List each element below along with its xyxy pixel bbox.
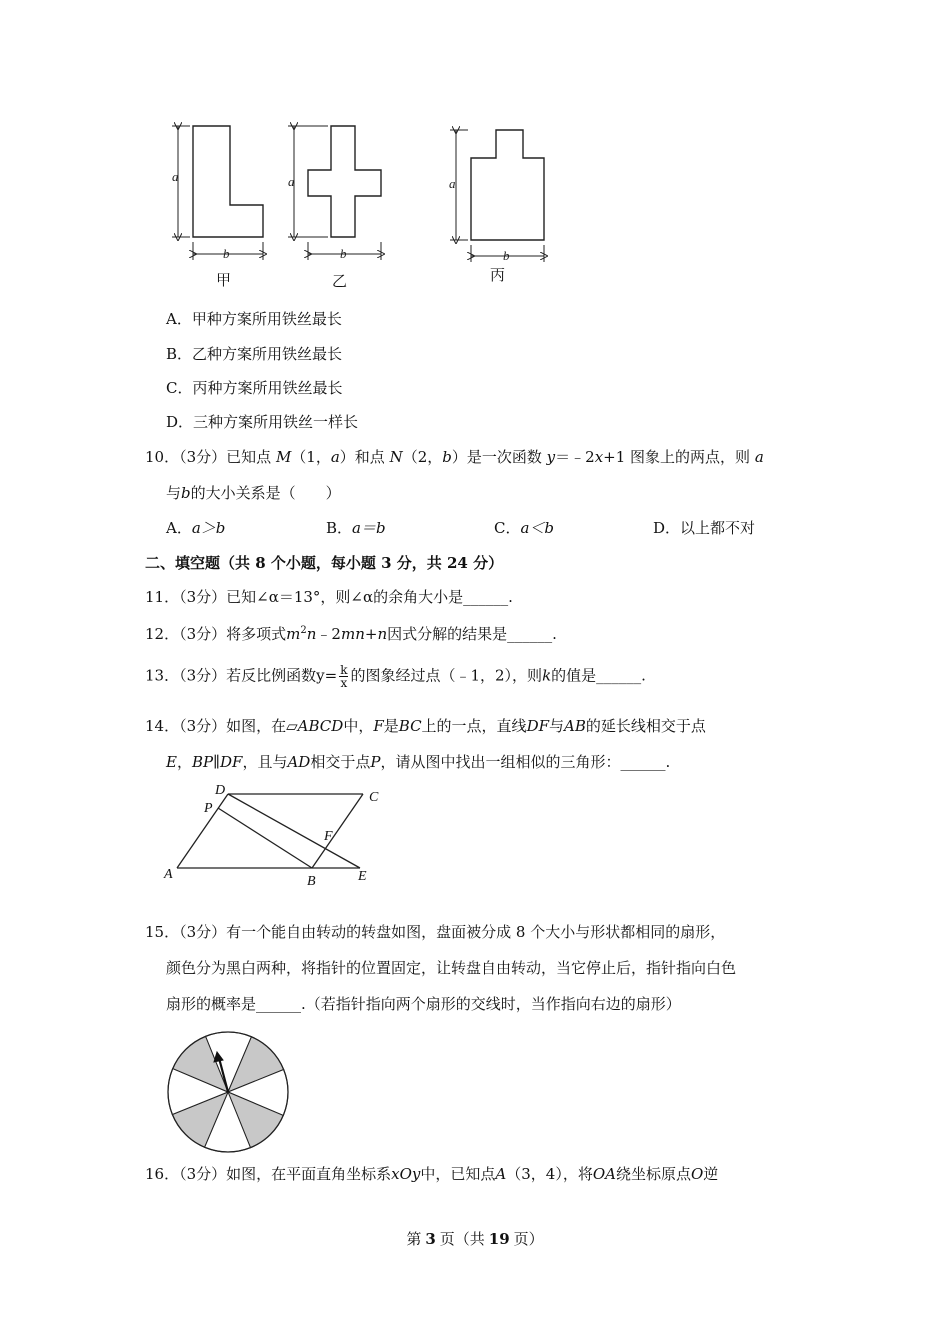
label-a-bing: a — [449, 176, 456, 191]
shape-jia — [172, 126, 263, 260]
q10-option-a: A．a＞b — [166, 519, 226, 537]
label-a-yi: a — [288, 174, 295, 189]
point-label-d: D — [215, 783, 226, 798]
label-a-jia: a — [172, 169, 179, 184]
q9-option-a: A．甲种方案所用铁丝最长 — [166, 310, 342, 328]
q10-option-b: B．a＝b — [326, 519, 386, 537]
point-label-c: C — [369, 790, 379, 805]
q15-line2: 颜色分为黑白两种，将指针的位置固定，让转盘自由转动，当它停止后，指针指向白色 — [166, 959, 737, 977]
q13: 13．（3分）若反比例函数y= $\frac{k}{x}$ 的图象经过点（﹣1，2），则k的值是______. — [145, 663, 646, 690]
q11: 11．（3分）已知∠α＝13°，则∠α的余角大小是______. — [145, 588, 513, 606]
caption-jia: 甲 — [216, 273, 232, 289]
q9-option-c: C．丙种方案所用铁丝最长 — [166, 379, 343, 397]
figure-q9 — [160, 118, 560, 293]
q10-line1: 10．（3分）已知点 M（1，a）和点 N（2，b）是一次函数 y＝﹣2x+1 图象上的两点，则 a — [145, 448, 764, 466]
segment-pb — [218, 808, 312, 868]
fraction-k-over-x: $\frac{k}{x}$ — [340, 663, 348, 690]
point-label-b: B — [307, 874, 316, 889]
section-2-heading: 二、填空题（共 8 个小题，每小题 3 分，共 24 分） — [145, 554, 504, 572]
label-b-yi: b — [340, 246, 347, 261]
q15-line3: 扇形的概率是______.（若指针指向两个扇形的交线时，当作指向右边的扇形） — [166, 995, 681, 1013]
shape-yi — [288, 126, 381, 260]
q16: 16．（3分）如图，在平面直角坐标系xOy中，已知点A（3，4），将OA绕坐标原点O逆 — [145, 1165, 719, 1183]
point-label-f: F — [324, 829, 333, 844]
figure-q14-parallelogram — [160, 782, 400, 892]
shape-bing — [450, 130, 544, 262]
label-b-jia: b — [223, 246, 230, 261]
caption-yi: 乙 — [332, 274, 348, 290]
q14-line2: E，BP∥DF，且与AD相交于点P，请从图中找出一组相似的三角形：______. — [166, 753, 671, 771]
segment-ad — [177, 794, 228, 868]
point-label-e: E — [358, 869, 367, 884]
label-b-bing: b — [503, 248, 510, 263]
q10-option-d: D．以上都不对 — [653, 519, 756, 537]
point-label-a: A — [164, 867, 173, 882]
q15-line1: 15．（3分）有一个能自由转动的转盘如图，盘面被分成 8 个大小与形状都相同的扇形， — [145, 923, 726, 941]
q9-option-b: B．乙种方案所用铁丝最长 — [166, 345, 343, 363]
figure-q15-spinner — [164, 1028, 294, 1156]
page-footer: 第 3 页（共 19 页） — [406, 1230, 544, 1248]
segment-bc — [312, 794, 363, 868]
point-label-p: P — [204, 801, 213, 816]
q9-option-d: D．三种方案所用铁丝一样长 — [166, 413, 359, 431]
q12: 12．（3分）将多项式$m^2n﹣2mn+n$因式分解的结果是______. — [145, 625, 557, 643]
caption-bing: 丙 — [490, 268, 506, 284]
q14-line1: 14．（3分）如图，在▱ABCD中，F是BC上的一点，直线DF与AB的延长线相交于点 — [145, 717, 706, 735]
q10-option-c: C．a＜b — [494, 519, 555, 537]
q10-line2: 与b的大小关系是（ ） — [166, 484, 341, 502]
